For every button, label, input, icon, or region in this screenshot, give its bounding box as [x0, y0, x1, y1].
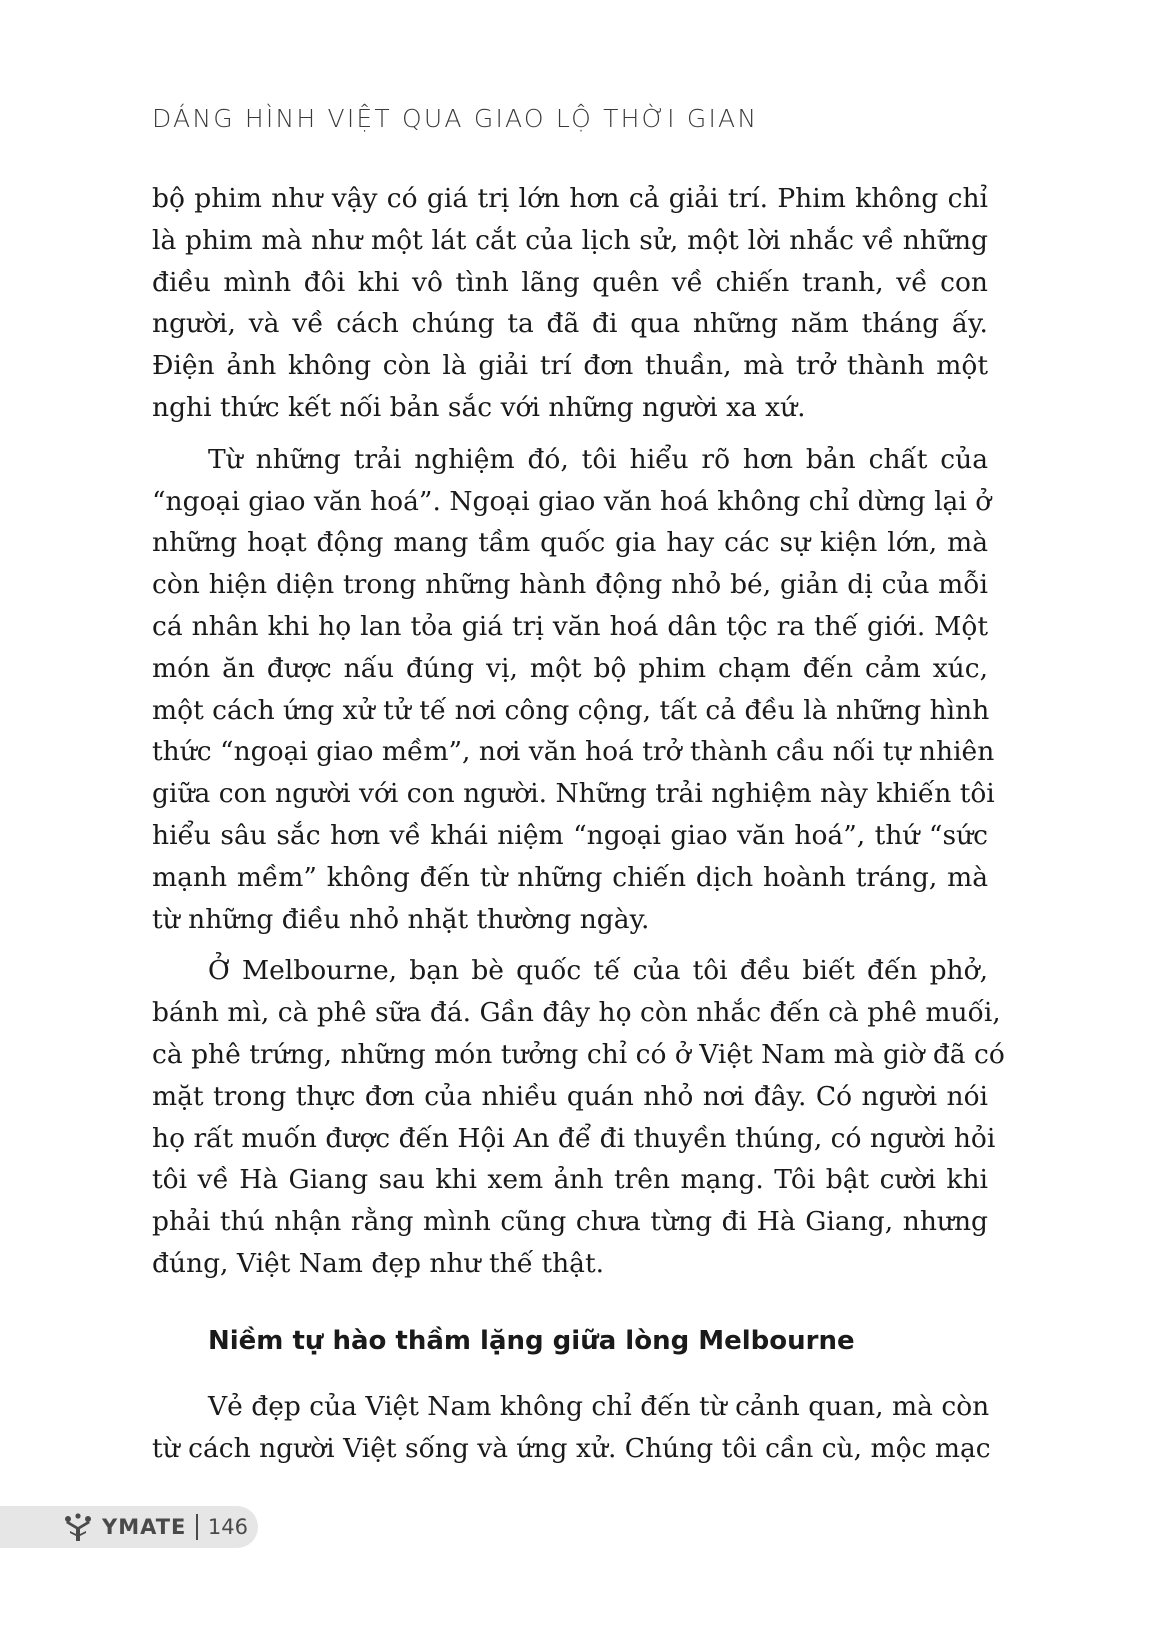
text-line: bánh mì, cà phê sữa đá. Gần đây họ còn nhắc đến cà phê muối,	[152, 997, 1001, 1029]
text-line: người, và về cách chúng ta đã đi qua những năm tháng ấy.	[152, 308, 988, 340]
body-text	[152, 178, 1005, 1295]
text-line: họ rất muốn được đến Hội An để đi thuyền thúng, có người hỏi	[152, 1122, 996, 1154]
ymate-logo-icon	[62, 1511, 94, 1543]
footer-divider	[196, 1514, 198, 1540]
text-line: Điện ảnh không còn là giải trí đơn thuần, mà trở thành một	[152, 350, 988, 382]
paragraph-1	[152, 178, 988, 429]
footer-brand: YMATE	[102, 1515, 187, 1539]
text-line: cá nhân khi họ lan tỏa giá trị văn hoá dân tộc ra thế giới. Một	[152, 610, 988, 642]
text-line: Từ những trải nghiệm đó, tôi hiểu rõ hơn bản chất của	[208, 443, 988, 475]
text-line: món ăn được nấu đúng vị, một bộ phim chạm đến cảm xúc,	[152, 652, 988, 684]
text-line: một cách ứng xử tử tế nơi công cộng, tất cả đều là những hình	[152, 694, 990, 726]
paragraph-2	[152, 439, 995, 941]
text-line: phải thú nhận rằng mình cũng chưa từng đi Hà Giang, nhưng	[152, 1206, 988, 1238]
text-line: từ những điều nhỏ nhặt thường ngày.	[152, 903, 650, 935]
text-line: bộ phim như vậy có giá trị lớn hơn cả giải trí. Phim không chỉ	[152, 183, 988, 214]
text-line: cà phê trứng, những món tưởng chỉ có ở Việt Nam mà giờ đã có	[152, 1038, 1005, 1070]
text-line: giữa con người với con người. Những trải nghiệm này khiến tôi	[152, 778, 995, 810]
text-line: Vẻ đẹp của Việt Nam không chỉ đến từ cảnh quan, mà còn	[208, 1391, 990, 1422]
text-line: những hoạt động mang tầm quốc gia hay các sự kiện lớn, mà	[152, 527, 988, 559]
page-footer	[0, 1506, 258, 1548]
text-line: tôi về Hà Giang sau khi xem ảnh trên mạng. Tôi bật cười khi	[152, 1164, 988, 1196]
text-line: từ cách người Việt sống và ứng xử. Chúng tôi cần cù, mộc mạc	[152, 1432, 991, 1464]
paragraph-4	[152, 1386, 991, 1470]
text-line: nghi thức kết nối bản sắc với những người xa xứ.	[152, 391, 806, 423]
text-line: đúng, Việt Nam đẹp như thế thật.	[152, 1247, 605, 1279]
paragraph-3	[152, 950, 1005, 1284]
text-line: điều mình đôi khi vô tình lãng quên về chiến tranh, về con	[152, 266, 988, 298]
text-line: thức “ngoại giao mềm”, nơi văn hoá trở thành cầu nối tự nhiên	[152, 736, 995, 768]
text-line: mạnh mềm” không đến từ những chiến dịch hoành tráng, mà	[152, 861, 988, 893]
page-number: 146	[207, 1515, 248, 1539]
text-line: mặt trong thực đơn của nhiều quán nhỏ nơi đây. Có người nói	[152, 1080, 988, 1112]
text-line: Ở Melbourne, bạn bè quốc tế của tôi đều biết đến phở,	[208, 955, 988, 987]
text-line: còn hiện diện trong những hành động nhỏ bé, giản dị của mỗi	[152, 569, 988, 601]
text-line: hiểu sâu sắc hơn về khái niệm “ngoại giao văn hoá”, thứ “sức	[152, 819, 988, 851]
body-text-continued	[152, 1386, 991, 1480]
text-line: “ngoại giao văn hoá”. Ngoại giao văn hoá không chỉ dừng lại ở	[152, 485, 992, 517]
section-heading: Niềm tự hào thầm lặng giữa lòng Melbourne	[208, 1326, 855, 1356]
running-head-title: DÁNG HÌNH VIỆT QUA GIAO LỘ THỜI GIAN	[152, 104, 759, 133]
text-line: là phim mà như một lát cắt của lịch sử, một lời nhắc về những	[152, 224, 988, 256]
